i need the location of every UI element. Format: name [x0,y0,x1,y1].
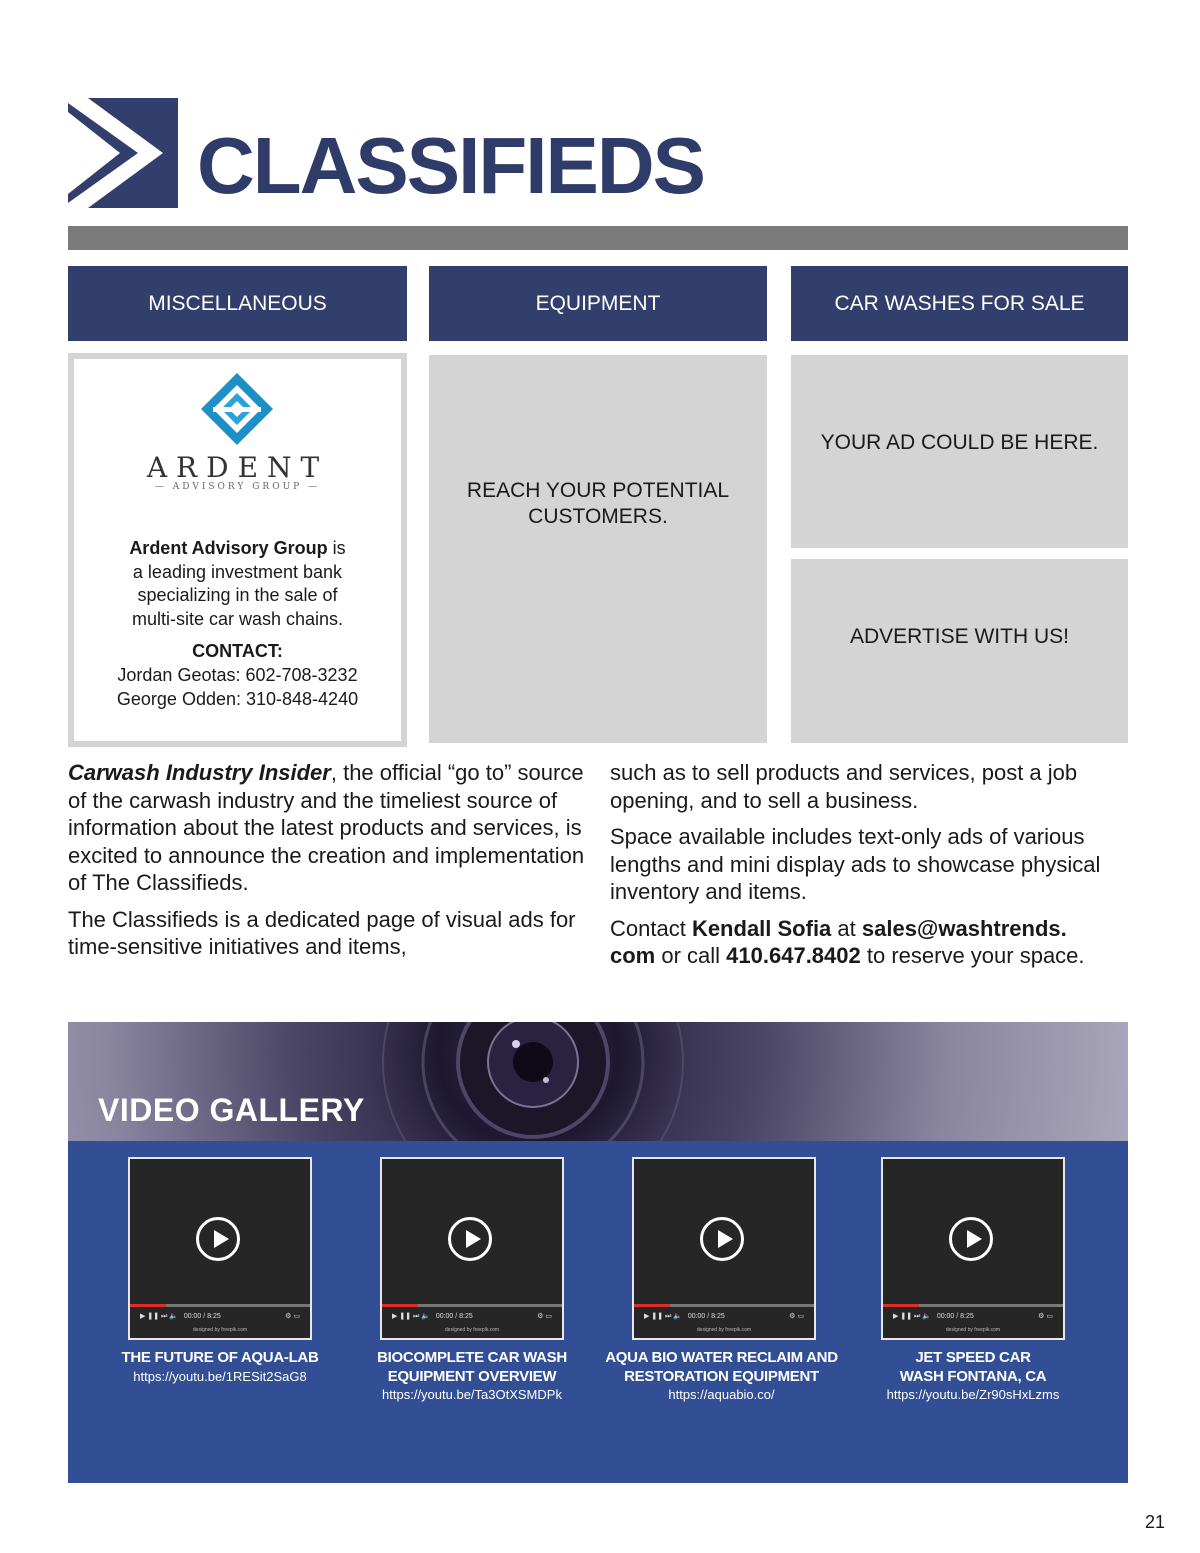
video-controls: ▶ ❚❚ ⏭ 🔈 00:00 / 8:25 ⚙ ▭ [392,1313,552,1320]
freepik-credit: designed by freepik.com [192,1327,248,1333]
intro-text-left: Carwash Industry Insider, the official “go to” source of the carwash industry and the timeliest source of information about the latest products and services, is excited to announce the creation and implementation of The Classifieds. The Classifieds is a dedicated page of visual ads for time-sensitive initiatives and items, [68,759,588,970]
video-caption [848,1349,1098,1404]
ardent-advisory-ad[interactable] [68,353,407,747]
video-thumbnail[interactable] [128,1157,312,1340]
ardent-company-name: Ardent Advisory Group [129,538,328,558]
contact-george: George Odden: 310-848-4240 [116,689,359,709]
car-wash-ad-placeholder-2[interactable] [791,559,1128,743]
video-thumbnail[interactable] [632,1157,816,1340]
ardent-description: Ardent Advisory Group is a leading investment bank specializing in the sale of multi-site car wash chains. [129,538,346,629]
publication-name: Carwash Industry Insider [68,760,331,785]
classifieds-chevron-logo [68,98,178,208]
ardent-contact-block [74,639,401,711]
freepik-credit: designed by freepik.com [696,1327,752,1333]
video-caption [347,1349,597,1404]
contact-jordan: Jordan Geotas: 602-708-3232 [117,665,358,685]
play-icon[interactable] [700,1217,744,1261]
car-wash-ad-placeholder-1[interactable] [791,355,1128,548]
video-controls: ▶ ❚❚ ⏭ 🔈 00:00 / 8:25 ⚙ ▭ [644,1313,804,1320]
video-gallery-panel [68,1141,1128,1483]
ad-placeholder-text: YOUR AD COULD BE HERE. [820,431,1099,454]
video-link[interactable]: https://youtu.be/Zr90sHxLzms [886,1387,1060,1402]
video-controls: ▶ ❚❚ ⏭ 🔈 00:00 / 8:25 ⚙ ▭ [140,1313,300,1320]
contact-text: Contact Kendall Sofia at sales@washtrends. com or call 410.647.8402 to reserve your space. [610,915,1085,968]
space-available-text: Space available includes text-only ads of various lengths and mini display ads to showcase physical inventory and items. [610,824,1101,904]
freepik-credit: designed by freepik.com [945,1327,1001,1333]
video-title: THE FUTURE OF AQUA-LAB [121,1349,319,1366]
equipment-ad-text: REACH YOUR POTENTIAL CUSTOMERS. [466,479,730,528]
video-gallery-title: VIDEO GALLERY [98,1092,365,1128]
ardent-wordmark-subtitle: — ADVISORY GROUP — [154,482,321,492]
video-thumbnail[interactable] [380,1157,564,1340]
freepik-credit: designed by freepik.com [444,1327,500,1333]
play-icon[interactable] [949,1217,993,1261]
video-gallery-banner [68,1022,1128,1142]
video-progress-bar[interactable] [130,1304,310,1307]
video-controls: ▶ ❚❚ ⏭ 🔈 00:00 / 8:25 ⚙ ▭ [893,1313,1053,1320]
camera-lens-image [368,1022,698,1142]
contact-phone: 410.647.8402 [726,943,861,968]
video-thumbnail[interactable] [881,1157,1065,1340]
ardent-wordmark: ARDENT [146,451,329,484]
ardent-logo-icon [199,371,275,447]
play-icon[interactable] [448,1217,492,1261]
video-title: AQUA BIO WATER RECLAIM AND RESTORATION EQUIPMENT [605,1349,838,1385]
contact-name: Kendall Sofia [691,915,832,941]
advertise-text: ADVERTISE WITH US! [850,625,1069,648]
equipment-ad-placeholder[interactable] [429,355,767,743]
classifieds-description: The Classifieds is a dedicated page of visual ads for time-sensitive initiatives and items, [68,906,576,959]
play-icon[interactable] [196,1217,240,1261]
header-divider [68,226,1128,250]
contact-label: CONTACT: [192,641,283,661]
column-header-miscellaneous: MISCELLANEOUS [68,266,407,341]
video-progress-bar[interactable] [382,1304,562,1307]
video-link[interactable]: https://youtu.be/1RESit2SaG8 [133,1368,307,1384]
contact-email[interactable]: sales@washtrends. com [610,915,1067,968]
video-title: BIOCOMPLETE CAR WASH EQUIPMENT OVERVIEW [377,1349,567,1385]
column-header-equipment: EQUIPMENT [429,266,767,341]
video-link[interactable]: https://aquabio.co/ [668,1387,775,1402]
page-title: CLASSIFIEDS [197,121,704,210]
video-caption [599,1349,844,1404]
column-header-car-washes-for-sale: CAR WASHES FOR SALE [791,266,1128,341]
page-number: 21 [1145,1512,1166,1532]
video-progress-bar[interactable] [634,1304,814,1307]
video-title: JET SPEED CAR WASH FONTANA, CA [899,1349,1047,1385]
video-caption [95,1349,345,1386]
intro-text-right: such as to sell products and services, post a job opening, and to sell a business. Space available includes text-only ads of various lengths and mini display ads to showcase physical inventory and items. Contact Kendall Sofia at sales@washtrends. com or call 410.647.8402 to reserve your space. [610,759,1135,979]
video-progress-bar[interactable] [883,1304,1063,1307]
video-link[interactable]: https://youtu.be/Ta3OtXSMDPk [382,1387,562,1402]
